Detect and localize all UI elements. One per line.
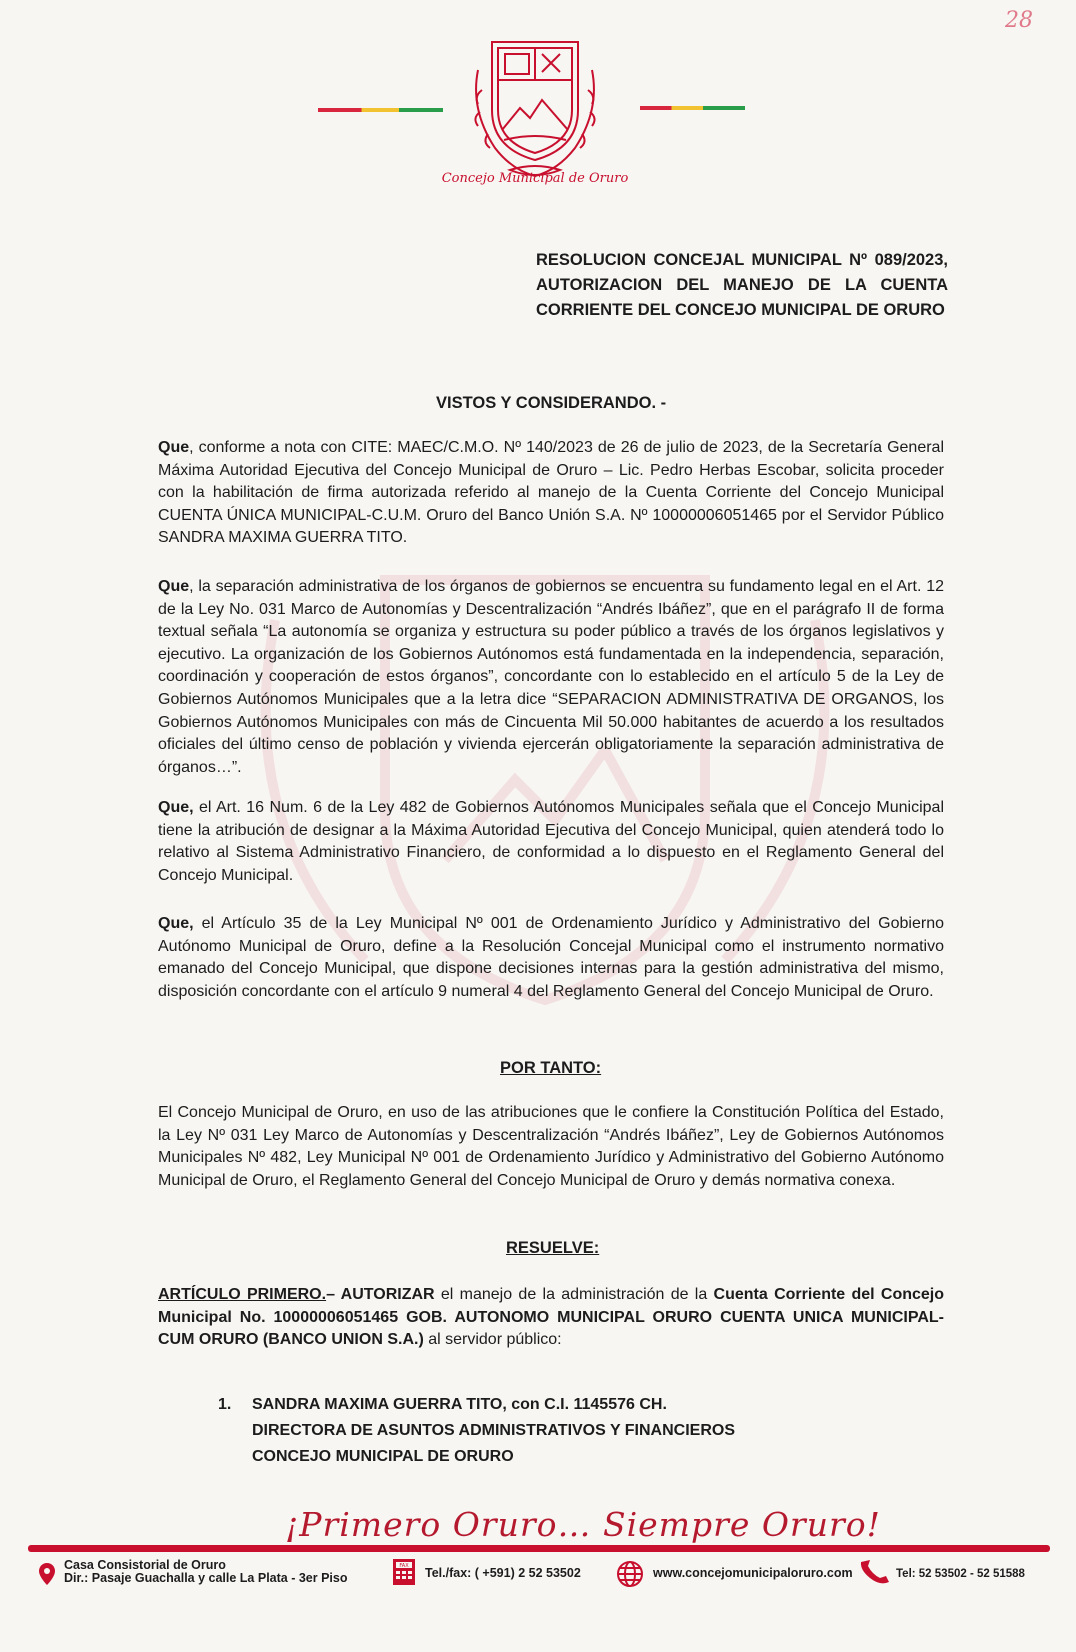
paragraph-1 [158,437,944,550]
list-item-line-3: CONCEJO MUNICIPAL DE ORURO [252,1448,514,1465]
paragraph-text: el Artículo 35 de la Ley Municipal Nº 001 de Ordenamiento Jurídico y Administrativo del Gobierno Autónomo Municipal de Oruro, define a la Resolución Concejal Municipal como el instrumento normativo emanado del Concejo Municipal, que dispone decisiones internas para la gestión administrativa del mismo, disposición concordante con el artículo 9 numeral 4 del Reglamento General del Concejo Municipal de Oruro. [158,915,944,1000]
fax-icon-label: FAX [399,1563,409,1569]
fax-icon [392,1558,416,1586]
slogan: ¡Primero Oruro… Siempre Oruro! [285,1505,881,1544]
articulo-text-a: el manejo de la administración de la [434,1286,714,1303]
paragraph-text: , la separación administrativa de los órganos de gobiernos se encuentra su fundamento legal en el Art. 12 de la Ley No. 031 Marco de Autonomías y Descentralización “Andrés Ibáñez”, que en el parágrafo II de forma textual señala “La autonomía se organiza y estructura su poder público a través de los órganos legislativos y ejecutivo. La organización de los Gobiernos Autónomos está fundamentada en la independencia, separación, coordinación y cooperación de estos órganos”, concordante con lo establecido en el artículo 5 de la Ley de Gobiernos Autónomos Municipales que a la letra dice “SEPARACION ADMINISTRATIVA DE ORGANOS, los Gobiernos Autónomos Municipales con más de Cincuenta Mil 50.000 habitantes de acuerdo a los resultados oficiales del último censo de población y vivienda ejercerán obligatoriamente la separación administrativa de órganos…”. [158,578,944,776]
paragraph-lead: Que, [158,799,194,816]
list-item-line-2: DIRECTORA DE ASUNTOS ADMINISTRATIVOS Y FINANCIEROS [252,1422,736,1439]
paragraph-lead: Que, [158,915,194,932]
footer-tel: Tel: 52 53502 - 52 51588 [896,1568,1025,1580]
paragraph-4 [158,913,944,1003]
paragraph-text: el Art. 16 Num. 6 de la Ley 482 de Gobiernos Autónomos Municipales señala que el Concejo Municipal tiene la atribución de designar a la Máxima Autoridad Ejecutiva del Concejo Municipal, quien atenderá todo lo relativo al Sistema Administrativo Financiero, de conformidad a lo dispuesto en el Reglamento General del Concejo Municipal. [158,799,944,884]
resolution-title [536,248,948,323]
globe-icon [616,1560,644,1588]
heading-resuelve: RESUELVE: [506,1239,600,1257]
phone-icon [858,1558,892,1586]
handwritten-page-number: 28 [1005,8,1033,33]
heading-por-tanto: POR TANTO: [500,1059,602,1077]
articulo-text-c: al servidor público: [423,1331,562,1349]
por-tanto-text: El Concejo Municipal de Oruro, en uso de las atribuciones que le confiere la Constitución Política del Estado, la Ley Nº 031 Ley Marco de Autonomías y Descentralización “Andrés Ibáñez”, Ley de Gobiernos Autónomos Municipales Nº 482, Ley Municipal Nº 001 de Ordenamiento Jurídico y Administrativo del Gobierno Autónomo Municipal de Oruro, el Reglamento General del Concejo Municipal de Oruro y demás normativa conexa. [158,1104,944,1189]
title-line-3: CORRIENTE DEL CONCEJO MUNICIPAL DE ORURO [536,301,945,319]
paragraph-2 [158,576,944,779]
flag-stroke-left [318,108,443,112]
flag-stroke-right [640,106,745,110]
paragraph-text: , conforme a nota con CITE: MAEC/C.M.O. Nº 140/2023 de 26 de julio de 2023, de la Secretaría General Máxima Autoridad Ejecutiva del Concejo Municipal de Oruro – Lic. Pedro Herbas Escobar, solicita proceder con la habilitación de firma autorizada referido al manejo de la Cuenta Corriente del Concejo Municipal CUENTA ÚNICA MUNICIPAL-C.U.M. Oruro del Banco Unión S.A. Nº 10000006051465 por el Servidor Público SANDRA MAXIMA GUERRA TITO. [158,439,944,547]
heading-vistos: VISTOS Y CONSIDERANDO. - [436,394,667,412]
footer-website: www.concejomunicipaloruro.com [653,1566,853,1580]
articulo-dash: – AUTORIZAR [326,1286,435,1303]
footer-address [64,1559,347,1585]
municipal-crest-logo [440,30,630,190]
list-item-number: 1. [218,1396,232,1413]
list-item [252,1392,735,1470]
footer-telfax: Tel./fax: ( +591) 2 52 53502 [425,1566,581,1580]
title-line-2: AUTORIZACION DEL MANEJO DE LA CUENTA [536,276,948,294]
paragraph-lead: Que [158,578,190,595]
articulo-account: Cuenta Corriente del Concejo Municipal No. 10000006051465 GOB. AUTONOMO MUNICIPAL ORURO CUENTA UNICA MUNICIPAL-CUM ORURO (BANCO UNION S.A.) [158,1286,945,1349]
footer-address-line-2: Dir.: Pasaje Guachalla y calle La Plata - 3er Piso [64,1571,348,1585]
location-pin-icon [38,1562,56,1586]
articulo-label: ARTÍCULO PRIMERO. [158,1286,327,1303]
paragraph-3 [158,797,944,887]
footer-rule [28,1545,1050,1552]
title-line-1: RESOLUCION CONCEJAL MUNICIPAL Nº 089/2023, [536,251,948,269]
crest-motto: Concejo Municipal de Oruro [441,171,629,186]
list-item-line-1: SANDRA MAXIMA GUERRA TITO, con C.I. 1145576 CH. [252,1396,667,1413]
paragraph-lead: Que [158,439,190,456]
articulo-primero [158,1284,944,1352]
footer-address-line-1: Casa Consistorial de Oruro [64,1558,226,1572]
